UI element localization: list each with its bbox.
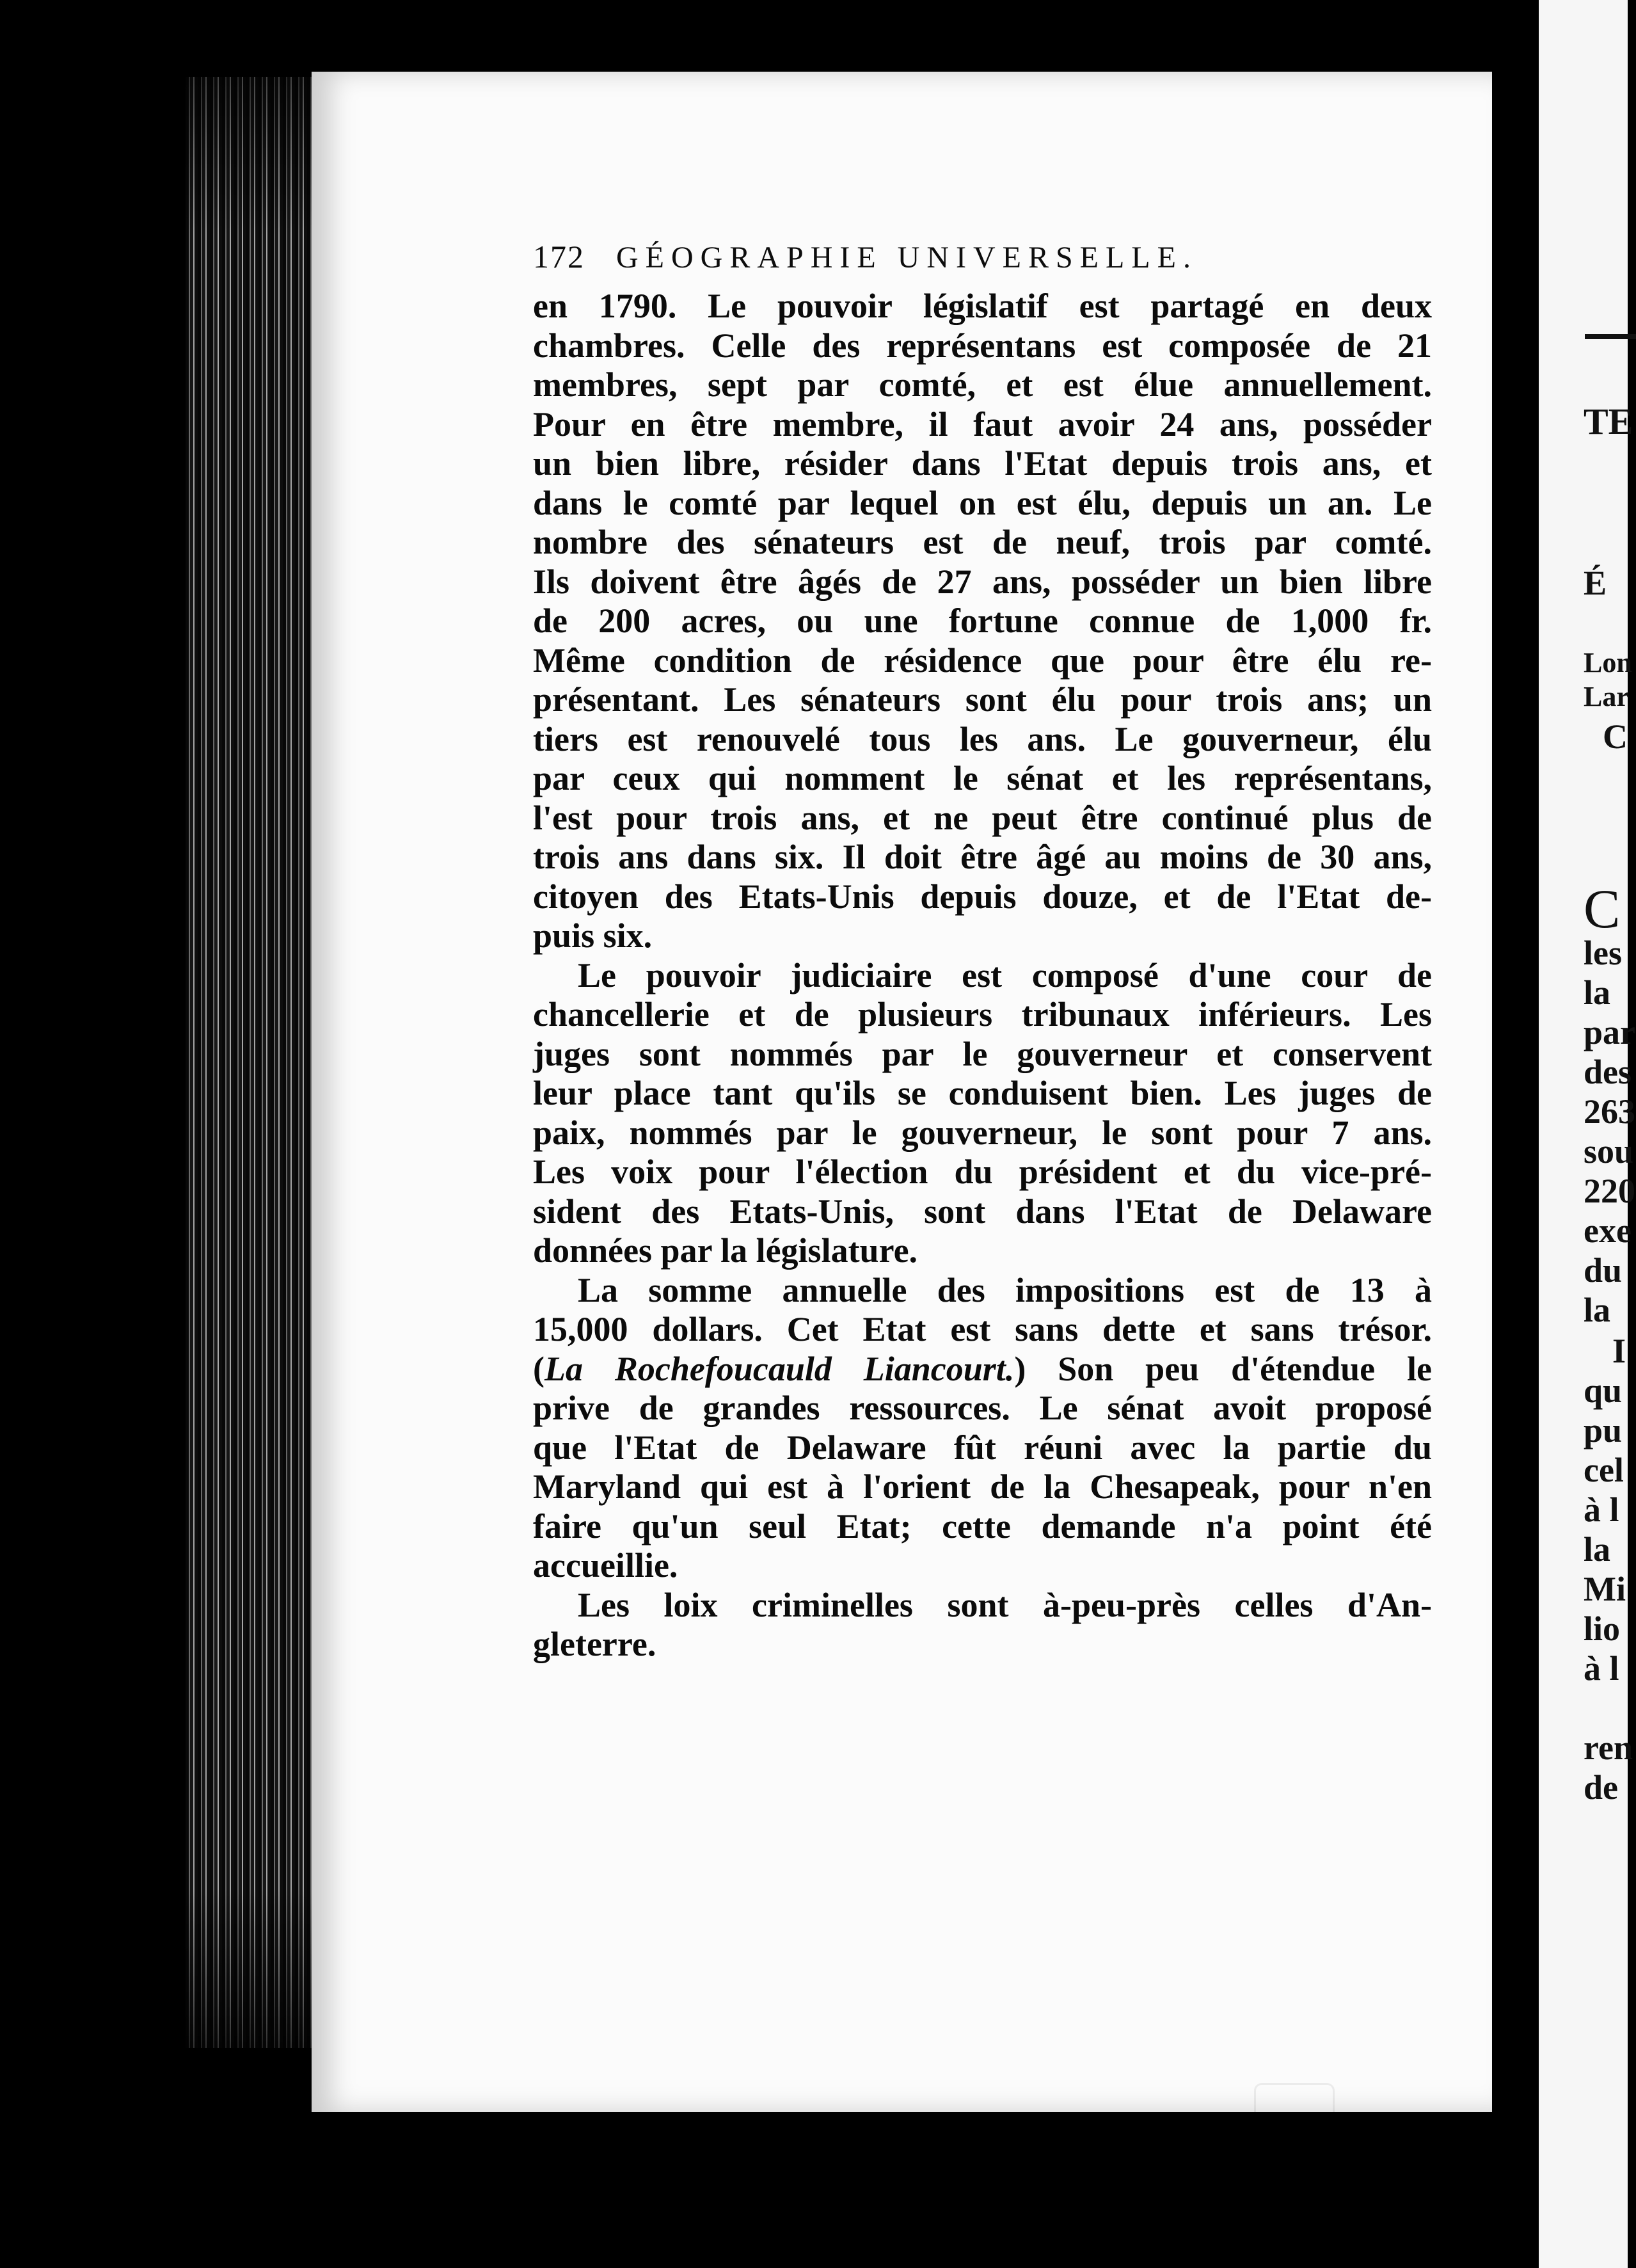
facing-page-fragment: Mi bbox=[1584, 1570, 1626, 1608]
text-line: chambres. Celle des représentans est composée de 21 bbox=[533, 326, 1432, 365]
text-line: Les voix pour l'élection du président et du vice-pré- bbox=[533, 1153, 1432, 1191]
text-line: Même condition de résidence que pour être élu re- bbox=[533, 641, 1432, 680]
text-line: prive de grandes ressources. Le sénat avoit proposé bbox=[533, 1389, 1432, 1427]
text-line: nombre des sénateurs est de neuf, trois par comté. bbox=[533, 523, 1432, 561]
text-line: gleterre. bbox=[533, 1625, 656, 1663]
facing-page-fragment: exe bbox=[1584, 1211, 1632, 1250]
facing-page-fragment: à l bbox=[1584, 1649, 1619, 1688]
text-line: en 1790. Le pouvoir législatif est partagé en deux bbox=[533, 287, 1432, 325]
book-page-edges bbox=[186, 77, 326, 2048]
library-stamp bbox=[1254, 2083, 1335, 2144]
text-line: chancellerie et de plusieurs tribunaux inférieurs. Les bbox=[533, 995, 1432, 1034]
facing-page-rule bbox=[1585, 334, 1636, 339]
text-line: puis six. bbox=[533, 916, 653, 955]
text-line-with-citation bbox=[533, 1350, 1432, 1389]
text-line: Ils doivent être âgés de 27 ans, posséder un bien libre bbox=[533, 562, 1432, 601]
facing-page-fragment: 220 bbox=[1584, 1172, 1635, 1210]
facing-page-fragment: à l bbox=[1584, 1490, 1619, 1529]
running-head bbox=[533, 238, 1314, 283]
text-line: sident des Etats-Unis, sont dans l'Etat de Delaware bbox=[533, 1192, 1432, 1231]
text-line: juges sont nommés par le gouverneur et conservent bbox=[533, 1034, 1432, 1073]
facing-page-fragment: cel bbox=[1584, 1451, 1624, 1489]
facing-page-fragment: 263 bbox=[1584, 1092, 1635, 1131]
facing-page-fragment: C bbox=[1584, 878, 1621, 939]
citation: La Rochefoucauld Liancourt. bbox=[544, 1349, 1015, 1388]
text-line: Maryland qui est à l'orient de la Chesapeak, pour n'en bbox=[533, 1467, 1432, 1506]
text-line: dans le comté par lequel on est élu, depuis un an. Le bbox=[533, 483, 1432, 522]
facing-page-fragment: des bbox=[1584, 1053, 1632, 1091]
facing-page-fragment: É bbox=[1584, 564, 1607, 602]
text-line: trois ans dans six. Il doit être âgé au moins de 30 ans, bbox=[533, 838, 1432, 876]
text-line: Les loix criminelles sont à-peu-près celles d'An- bbox=[578, 1585, 1432, 1624]
facing-page-fragment: pu bbox=[1584, 1411, 1623, 1449]
text-line: un bien libre, résider dans l'Etat depuis trois ans, et bbox=[533, 444, 1432, 483]
body-text bbox=[533, 287, 1432, 1665]
facing-page-fragment: Lar bbox=[1584, 681, 1629, 712]
facing-page-fragment: Lon bbox=[1584, 647, 1632, 678]
text-line: 15,000 dollars. Cet Etat est sans dette et sans trésor. bbox=[533, 1310, 1432, 1348]
text-line: tiers est renouvelé tous les ans. Le gouverneur, élu bbox=[533, 719, 1432, 758]
facing-page-fragment: TE bbox=[1584, 401, 1633, 442]
text-line: Pour en être membre, il faut avoir 24 ans, posséder bbox=[533, 404, 1432, 443]
facing-page-fragment: ren bbox=[1584, 1729, 1633, 1767]
text-line: Le pouvoir judiciaire est composé d'une cour de bbox=[578, 955, 1432, 994]
text-line: membres, sept par comté, et est élue annuellement. bbox=[533, 365, 1432, 404]
text-line: La somme annuelle des impositions est de 13 à bbox=[578, 1270, 1432, 1309]
facing-page-fragment: la bbox=[1584, 1291, 1611, 1329]
text-line: leur place tant qu'ils se conduisent bien. Les juges de bbox=[533, 1074, 1432, 1112]
text-line: par ceux qui nomment le sénat et les représentans, bbox=[533, 759, 1432, 797]
page-number: 172 bbox=[533, 239, 585, 275]
text-line: paix, nommés par le gouverneur, le sont pour 7 ans. bbox=[533, 1113, 1432, 1152]
text-line: (La Rochefoucauld Liancourt.) Son peu d'étendue le bbox=[533, 1349, 1432, 1388]
facing-page-fragment: la bbox=[1584, 1530, 1611, 1569]
text-line: que l'Etat de Delaware fût réuni avec la partie du bbox=[533, 1428, 1432, 1467]
book-gutter bbox=[1492, 0, 1539, 2268]
facing-page bbox=[1539, 0, 1635, 2268]
facing-page-fragment: les bbox=[1584, 934, 1622, 972]
facing-page-fragment: lio bbox=[1584, 1609, 1621, 1648]
facing-page-fragment: la bbox=[1584, 973, 1611, 1012]
facing-page-fragment: sou bbox=[1584, 1132, 1634, 1170]
text-line: l'est pour trois ans, et ne peut être continué plus de bbox=[533, 798, 1432, 837]
text-line: accueillie. bbox=[533, 1546, 678, 1585]
facing-page-fragment: par bbox=[1584, 1013, 1635, 1051]
facing-page-fragment: du bbox=[1584, 1251, 1623, 1290]
text-line: faire qu'un seul Etat; cette demande n'a point été bbox=[533, 1506, 1432, 1545]
text-line: citoyen des Etats-Unis depuis douze, et de l'Etat de- bbox=[533, 877, 1432, 916]
facing-page-fragment: de bbox=[1584, 1768, 1618, 1807]
facing-page-fragment: I bbox=[1612, 1332, 1626, 1370]
text-line: de 200 acres, ou une fortune connue de 1,000 fr. bbox=[533, 602, 1432, 640]
running-head-title: GÉOGRAPHIE UNIVERSELLE. bbox=[616, 241, 1198, 275]
text-line: présentant. Les sénateurs sont élu pour trois ans; un bbox=[533, 680, 1432, 719]
facing-page-fragment: qu bbox=[1584, 1371, 1623, 1410]
facing-page-fragment: C bbox=[1603, 717, 1628, 756]
text-line: données par la législature. bbox=[533, 1231, 918, 1270]
